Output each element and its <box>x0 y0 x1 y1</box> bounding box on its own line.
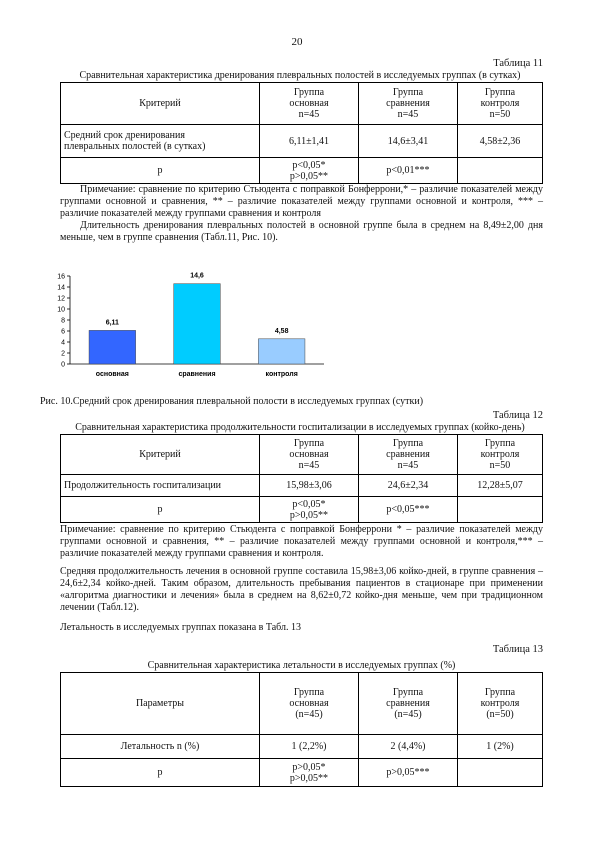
table-cell: 1 (2,2%) <box>260 735 359 759</box>
table-cell: p <box>61 497 260 523</box>
header-cell: Группа контроля n=50 <box>458 83 543 125</box>
y-tick-label: 16 <box>57 273 65 281</box>
table-cell: p<0,05* p>0,05** <box>260 158 359 184</box>
table-cell: 4,58±2,36 <box>458 125 543 158</box>
table-13-caption: Сравнительная характеристика летальности в исследуемых группах (%) <box>147 660 456 671</box>
header-cell: Группа сравнения n=45 <box>359 435 458 475</box>
table-13-label: Таблица 13 <box>492 644 543 655</box>
table-cell: 15,98±3,06 <box>260 475 359 497</box>
table-row <box>61 475 543 497</box>
page-number: 20 <box>291 36 303 48</box>
table-cell: p <box>61 759 260 787</box>
category-label: контроля <box>265 371 298 378</box>
table-row <box>61 125 543 158</box>
y-tick-label: 14 <box>57 284 65 292</box>
table-row <box>61 497 543 523</box>
y-tick-label: 6 <box>61 328 65 336</box>
header-cell: Группа контроля n=50 <box>458 435 543 475</box>
table-cell: 2 (4,4%) <box>359 735 458 759</box>
table-12-label: Таблица 12 <box>492 410 543 421</box>
table-cell: 1 (2%) <box>458 735 543 759</box>
bar <box>174 284 221 364</box>
table-cell: Летальность n (%) <box>61 735 260 759</box>
data-label: 4,58 <box>274 327 289 335</box>
table-cell: p<0,05*** <box>359 497 458 523</box>
paragraph-lethality: Летальность в исследуемых группах показана в Табл. 13 <box>60 622 302 633</box>
y-tick-label: 2 <box>61 350 65 358</box>
header-cell: Группа сравнения (n=45) <box>359 673 458 735</box>
header-cell: Группа основная n=45 <box>260 83 359 125</box>
header-cell: Группа контроля (n=50) <box>458 673 543 735</box>
bar-chart <box>48 262 338 392</box>
y-tick-label: 4 <box>61 339 65 347</box>
bar <box>89 330 136 364</box>
table-cell <box>458 497 543 523</box>
table-cell: 6,11±1,41 <box>260 125 359 158</box>
header-cell: Параметры <box>61 673 260 735</box>
table-cell: p<0,01*** <box>359 158 458 184</box>
table-cell: p <box>61 158 260 184</box>
data-label: 14,6 <box>190 272 204 280</box>
bar <box>258 339 305 364</box>
table-12 <box>60 434 543 523</box>
y-tick-label: 0 <box>61 361 65 369</box>
note-11: Примечание: сравнение по критерию Стьюдента с поправкой Бонферрони,* – различие показателей между группами основной и сравнения, ** – различие показателей между группами основной и контроля, *** – различие показателей между группами сравнения и контроля <box>60 184 543 219</box>
table-row <box>61 735 543 759</box>
header-cell: Критерий <box>61 83 260 125</box>
paragraph-hospitalization: Средняя продолжительность лечения в основной группе составила 15,98±3,06 койко-дней, в группе сравнения – 24,6±2,34 койко-дней. Таким образом, длительность пребывания пациентов в стационаре при применении «алгоритма диагностики и лечения» была в среднем на 8,62±0,72 койко-дня меньше, чем при традиционном лечении (Табл.12). <box>60 566 543 613</box>
header-cell: Группа сравнения n=45 <box>359 83 458 125</box>
table-11-label: Таблица 11 <box>493 58 543 69</box>
table-12-caption: Сравнительная характеристика продолжительности госпитализации в исследуемых группах (койко-день) <box>75 422 525 433</box>
table-row <box>61 759 543 787</box>
table-row <box>61 158 543 184</box>
table-cell: p>0,05*** <box>359 759 458 787</box>
table-cell: p<0,05* p>0,05** <box>260 497 359 523</box>
table-cell <box>458 158 543 184</box>
table-cell: Продолжительность госпитализации <box>61 475 260 497</box>
note-12: Примечание: сравнение по критерию Стьюдента с поправкой Бонферрони * – различие показателей между группами основной и сравнения, ** – различие показателей между группами основной и контроля,*** – различие показателей между группами сравнения и контроля. <box>60 524 543 559</box>
table-cell: 14,6±3,41 <box>359 125 458 158</box>
data-label: 6,11 <box>105 319 119 327</box>
category-label: сравнения <box>178 371 216 378</box>
table-cell: Средний срок дренирования плевральных полостей (в сутках) <box>61 125 260 158</box>
y-tick-label: 8 <box>61 317 65 325</box>
table-11-caption: Сравнительная характеристика дренирования плевральных полостей в исследуемых группах (в сутках) <box>79 70 521 81</box>
table-13 <box>60 672 543 787</box>
table-cell <box>458 759 543 787</box>
y-tick-label: 12 <box>57 295 65 303</box>
table-row <box>61 83 543 125</box>
y-tick-label: 10 <box>57 306 65 314</box>
category-label: основная <box>95 371 129 378</box>
figure-caption: Рис. 10.Средний срок дренирования плевральной полости в исследуемых группах (сутки) <box>40 396 424 407</box>
table-row <box>61 435 543 475</box>
header-cell: Критерий <box>61 435 260 475</box>
header-cell: Группа основная (n=45) <box>260 673 359 735</box>
paragraph-drainage: Длительность дренирования плевральных полостей в основной группе была в среднем на 8,49±2,00 дня меньше, чем в группе сравнения (Табл.11, Рис. 10). <box>60 220 543 243</box>
table-cell: 24,6±2,34 <box>359 475 458 497</box>
table-row <box>61 673 543 735</box>
header-cell: Группа основная n=45 <box>260 435 359 475</box>
table-cell: 12,28±5,07 <box>458 475 543 497</box>
table-cell: p>0,05* p>0,05** <box>260 759 359 787</box>
table-11 <box>60 82 543 184</box>
